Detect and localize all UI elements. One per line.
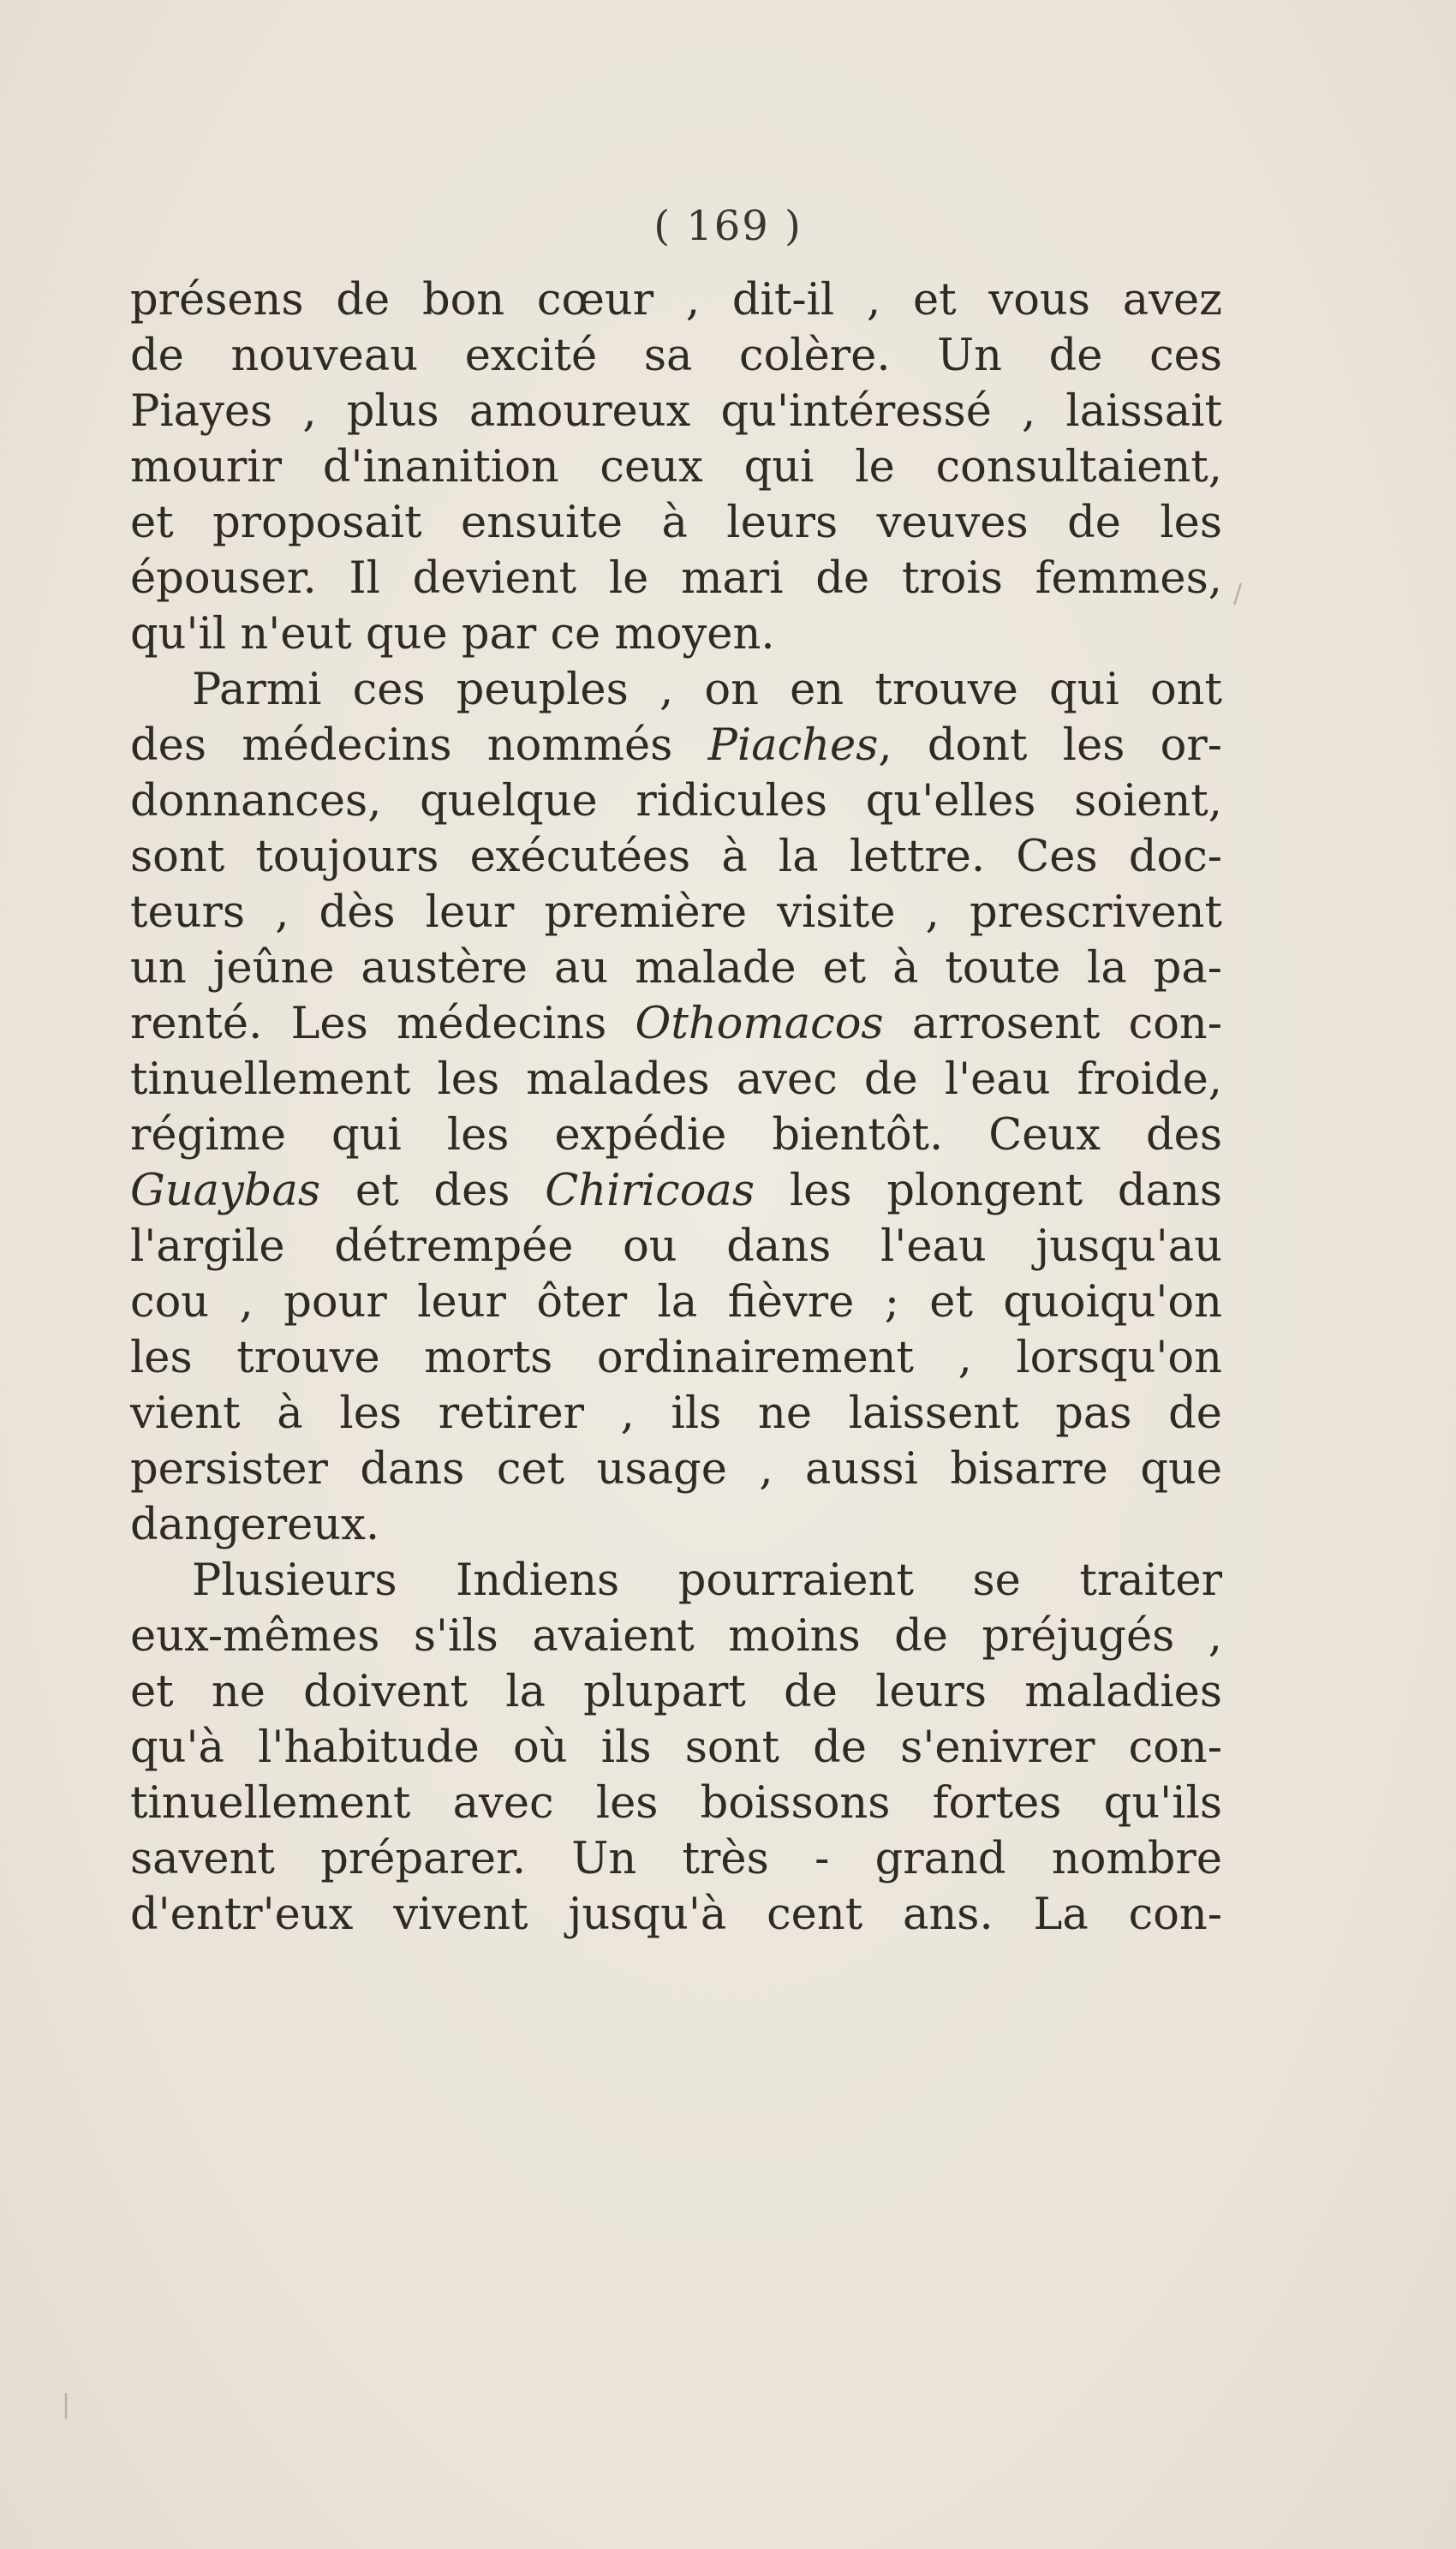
italic-term: Chiricoas: [545, 1166, 755, 1216]
italic-term: Othomacos: [635, 999, 884, 1049]
paragraph-start-line: Parmi ces peuples , on en trouve qui ont: [192, 665, 1222, 715]
italic-term: Guaybas: [130, 1166, 321, 1216]
text-line: sont toujours exécutées à la lettre. Ces doc-: [130, 832, 1222, 882]
text-line: cou , pour leur ôter la fièvre ; et quoiqu'on: [130, 1277, 1222, 1328]
text-line: vient à les retirer , ils ne laissent pas de: [130, 1388, 1222, 1439]
page-number: ( 169 ): [653, 202, 803, 250]
text-line: tinuellement les malades avec de l'eau froide,: [130, 1054, 1222, 1105]
text-line: et proposait ensuite à leurs veuves de les: [130, 498, 1222, 548]
text-line: renté. Les médecins Othomacos arrosent con-: [130, 999, 1222, 1049]
text-line: teurs , dès leur première visite , prescrivent: [130, 887, 1222, 938]
body-text: [130, 272, 1222, 1943]
text-line: d'entr'eux vivent jusqu'à cent ans. La con-: [130, 1889, 1222, 1940]
margin-tick-mark: /: [1233, 579, 1243, 609]
text-line: Guaybas et des Chiricoas les plongent dans: [130, 1166, 1222, 1216]
text-line: et ne doivent la plupart de leurs maladies: [130, 1667, 1222, 1717]
text-line: mourir d'inanition ceux qui le consultaient,: [130, 442, 1222, 492]
text-line: tinuellement avec les boissons fortes qu'ils: [130, 1778, 1222, 1829]
text-line: l'argile détrempée ou dans l'eau jusqu'au: [130, 1221, 1222, 1272]
text-line: donnances, quelque ridicules qu'elles soient,: [130, 776, 1222, 827]
text-line: présens de bon cœur , dit-il , et vous avez: [130, 275, 1222, 325]
text-line: dangereux.: [130, 1500, 380, 1550]
text-line: épouser. Il devient le mari de trois femmes,: [130, 553, 1222, 604]
text-line: persister dans cet usage , aussi bisarre que: [130, 1444, 1222, 1495]
text-line: savent préparer. Un très - grand nombre: [130, 1834, 1222, 1884]
text-line: qu'il n'eut que par ce moyen.: [130, 609, 775, 660]
text-line: qu'à l'habitude où ils sont de s'enivrer con-: [130, 1722, 1222, 1773]
paragraph-start-line: Plusieurs Indiens pourraient se traiter: [192, 1555, 1222, 1606]
text-line: régime qui les expédie bientôt. Ceux des: [130, 1110, 1222, 1161]
text-line: de nouveau excité sa colère. Un de ces: [130, 331, 1222, 381]
text-line: Piayes , plus amoureux qu'intéressé , laissait: [130, 386, 1222, 437]
italic-term: Piaches: [707, 720, 879, 771]
text-line: un jeûne austère au malade et à toute la pa-: [130, 943, 1222, 994]
text-line: des médecins nommés Piaches, dont les or-: [130, 720, 1222, 771]
text-line: eux-mêmes s'ils avaient moins de préjugés ,: [130, 1611, 1222, 1662]
margin-tick-mark: |: [62, 2390, 71, 2420]
text-line: les trouve morts ordinairement , lorsqu'on: [130, 1333, 1222, 1383]
